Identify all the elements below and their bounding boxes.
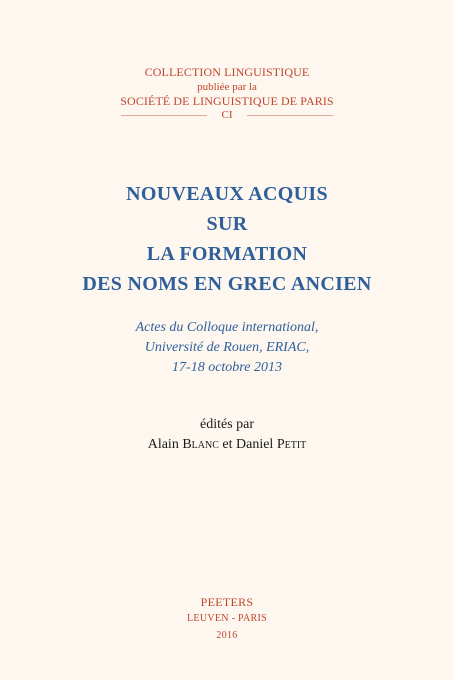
right-rule [247,115,333,116]
editor2-last-name: Petit [276,437,307,452]
editors-label: édités par [199,417,255,432]
publisher-places: LEUVEN - PARIS [187,613,267,624]
publisher-name: PEETERS [200,595,254,609]
subtitle-line-2: Université de Rouen, ERIAC, [144,340,310,355]
series-collection: COLLECTION LINGUISTIQUE [144,65,310,79]
publisher-year: 2016 [216,630,238,641]
title-line-1: NOUVEAUX ACQUIS [126,183,328,205]
subtitle-line-3: 17-18 octobre 2013 [172,360,282,375]
title-line-3: LA FORMATION [146,243,308,265]
series-volume: CI [221,109,233,121]
editors-conjunction: et [222,437,233,452]
editors-names [0,435,454,455]
title-line-2: SUR [206,213,248,235]
editor2-first-name: Daniel [236,437,274,452]
title-line-4: DES NOMS EN GREC ANCIEN [82,273,372,295]
series-society: SOCIÉTÉ DE LINGUISTIQUE DE PARIS [120,94,334,108]
subtitle-line-1: Actes du Colloque international, [135,320,319,335]
series-volume-row [121,108,333,123]
editor1-last-name: Blanc [182,437,219,452]
editor1-first-name: Alain [147,437,179,452]
series-published-by: publiée par la [197,81,257,93]
